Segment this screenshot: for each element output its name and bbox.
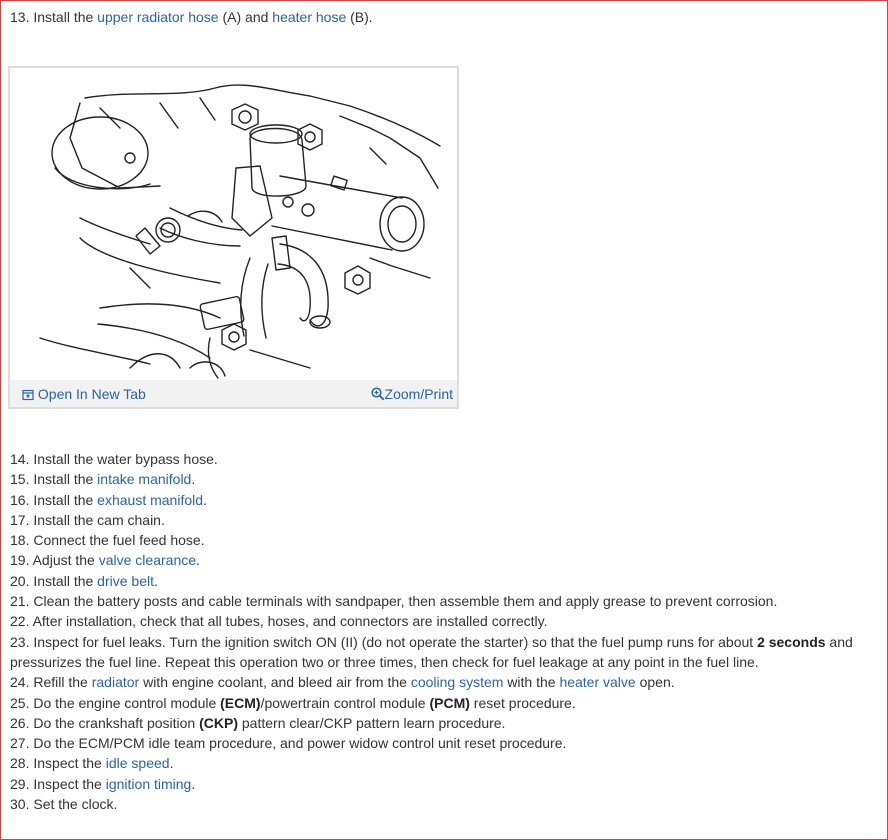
step-21: 21. Clean the battery posts and cable terminals with sandpaper, then assemble them and apply grease to prevent corrosion.: [10, 593, 778, 610]
open-in-new-tab-button[interactable]: Open In New Tab: [22, 386, 146, 402]
open-new-tab-icon: [22, 389, 34, 401]
zoom-icon: [371, 387, 385, 401]
upper-radiator-hose-link[interactable]: upper radiator hose: [97, 9, 219, 25]
drive-belt-link[interactable]: drive belt: [97, 572, 154, 589]
step-13: 13. Install the upper radiator hose (A) and heater hose (B).: [10, 9, 373, 25]
step-26: 26. Do the crankshaft position (CKP) pattern clear/CKP pattern learn procedure.: [10, 714, 506, 731]
step-18: 18. Connect the fuel feed hose.: [10, 532, 205, 549]
step-27: 27. Do the ECM/PCM idle team procedure, and power widow control unit reset procedure.: [10, 735, 567, 752]
step-29: 29. Inspect the ignition timing.: [10, 775, 196, 792]
idle-speed-link[interactable]: idle speed: [105, 755, 170, 772]
valve-clearance-link[interactable]: valve clearance: [98, 552, 197, 569]
figure-toolbar: [10, 380, 457, 407]
engine-hose-illustration: [10, 68, 457, 380]
intake-manifold-link[interactable]: intake manifold: [97, 471, 192, 488]
ignition-timing-link[interactable]: ignition timing: [105, 775, 192, 792]
step-28: 28. Inspect the idle speed.: [10, 755, 174, 772]
exhaust-manifold-link[interactable]: exhaust manifold: [97, 491, 204, 508]
steps-list: [10, 449, 880, 814]
figure-panel: [8, 66, 459, 409]
step-24: 24. Refill the radiator with engine coolant, and bleed air from the cooling system with the heater valve open.: [10, 674, 675, 691]
zoom-print-button[interactable]: Zoom/Print: [371, 386, 453, 402]
step-15: 15. Install the intake manifold.: [10, 471, 196, 488]
step-14: 14. Install the water bypass hose.: [10, 451, 218, 467]
heater-hose-link[interactable]: heater hose: [272, 9, 347, 25]
step-16: 16. Install the exhaust manifold.: [10, 491, 207, 508]
step-22: 22. After installation, check that all tubes, hoses, and connectors are installed correctly.: [10, 613, 548, 630]
step-23: 23. Inspect for fuel leaks. Turn the ignition switch ON (II) (do not operate the starter) so that the fuel pump runs for about 2 seconds and pressurizes the fuel line. Repeat this operation two or three times, then check for fuel leakage at any point in the fuel line.: [10, 633, 853, 670]
step-17: 17. Install the cam chain.: [10, 511, 165, 528]
step-20: 20. Install the drive belt.: [10, 572, 158, 589]
step-25: 25. Do the engine control module (ECM)/powertrain control module (PCM) reset procedure.: [10, 694, 576, 711]
heater-valve-link[interactable]: heater valve: [559, 674, 636, 691]
step-30: 30. Set the clock.: [10, 796, 118, 813]
cooling-system-link[interactable]: cooling system: [410, 674, 504, 691]
step-19: 19. Adjust the valve clearance.: [10, 552, 200, 569]
radiator-link[interactable]: radiator: [91, 674, 140, 691]
